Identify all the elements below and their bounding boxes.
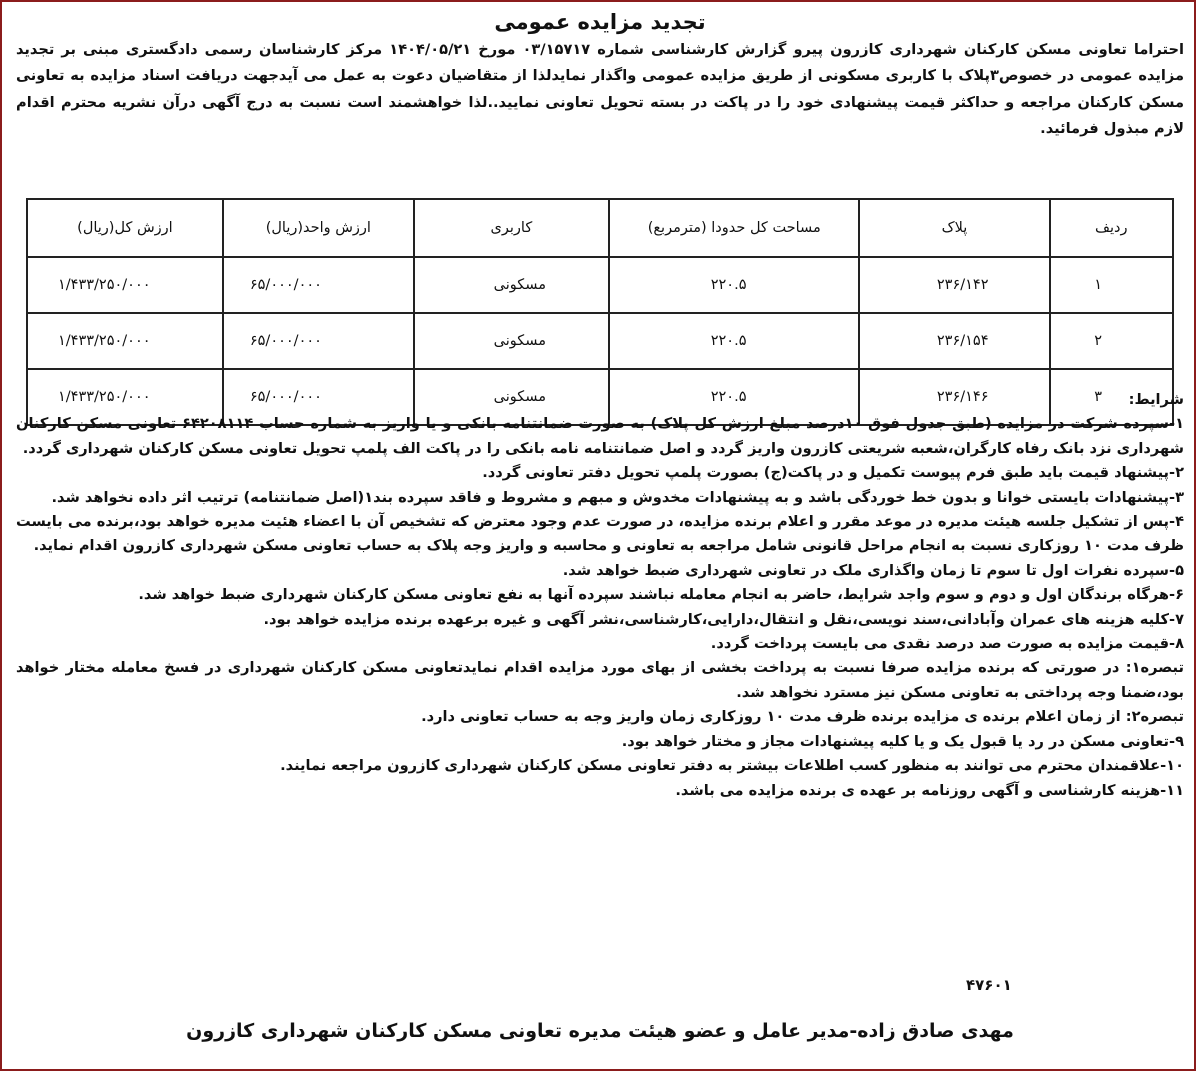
table-row	[27, 313, 1173, 369]
conditions-title: شرایط:	[1128, 391, 1184, 408]
condition-item: ۲-پیشنهاد قیمت باید طبق فرم پیوست تکمیل و در پاکت(ج) بصورت پلمپ تحویل دفتر تعاونی گردد.	[482, 464, 1184, 482]
signature-line: مهدی صادق زاده-مدیر عامل و عضو هیئت مدیره تعاونی مسکن کارکنان شهرداری کازرون	[186, 1020, 1014, 1042]
cell-unit-value: ۶۵/۰۰۰/۰۰۰	[223, 257, 414, 313]
condition-item: ۵-سپرده نفرات اول تا سوم تا زمان واگذاری ملک در تعاونی شهرداری ضبط خواهد شد.	[562, 561, 1184, 579]
header-usage: کاربری	[414, 199, 609, 257]
notice-content	[16, 2, 1184, 1069]
condition-item: ۹-تعاونی مسکن در رد یا قبول یک و یا کلیه پیشنهادات مجاز و مختار خواهد بود.	[621, 732, 1184, 750]
header-area: مساحت کل حدودا (مترمربع)	[609, 199, 860, 257]
condition-item: ۴-پس از تشکیل جلسه هیئت مدیره در موعد مقرر و اعلام برنده مزایده، در صورت عدم وجود معترض که تشخیص آن با اعضاء هئیت مدیره خواهد بود،برنده می بایست ظرف مدت ۱۰ روزکاری نسبت به انجام مراحل قانونی شامل مراجعه به تعاونی و محاسبه و واریز وجه پلاک به حساب تعاونی مسکن شهرداری کازرون اقدام نماید.	[16, 513, 1184, 555]
header-unit-value: ارزش واحد(ریال)	[223, 199, 414, 257]
note-item: تبصره۲: از زمان اعلام برنده ی مزایده برنده ظرف مدت ۱۰ روزکاری زمان واریز وجه به حساب تعاونی دارد.	[421, 708, 1184, 726]
header-row-number: ردیف	[1050, 199, 1173, 257]
cell-plate: ۲۳۶/۱۴۶	[859, 369, 1049, 425]
note-item: تبصره۱: در صورتی که برنده مزایده صرفا نسبت به پرداخت بخشی از بهای مورد مزایده اقدام نمایدتعاونی مسکن کارکنان شهرداری در فسخ معامله مختار خواهد بود،ضمنا وجه پرداختی به تعاونی مسکن نیز مسترد نخواهد شد.	[16, 659, 1184, 701]
intro-paragraph: احتراما تعاونی مسکن کارکنان شهرداری کازرون پیرو گزارش کارشناسی شماره ۰۳/۱۵۷۱۷ مورخ ۱۴۰۴/۰۵/۲۱ مرکز کارشناسان رسمی دادگستری مبنی بر تجدید مزایده عمومی در خصوص۳پلاک با کاربری مسکونی از طریق مزایده عمومی واگذار نمایدلذا از متقاضیان دعوت به عمل می آیدجهت دریافت اسناد مزایده به تعاونی مسکن کارکنان مراجعه و حداکثر قیمت پیشنهادی خود را در پاکت در بسته تحویل تعاونی نمایید..لذا خواهشمند است نسبت به درج آگهی درآن نشریه محترم اقدام لازم مبذول فرمائید.	[16, 41, 1184, 138]
cell-usage: مسکونی	[414, 369, 609, 425]
table-row	[27, 257, 1173, 313]
condition-item: ۸-قیمت مزایده به صورت صد درصد نقدی می بایست پرداخت گردد.	[710, 635, 1184, 653]
condition-item: ۱۱-هزینه کارشناسی و آگهی روزنامه بر عهده ی برنده مزایده می باشد.	[675, 781, 1184, 799]
cell-total-value: ۱/۴۳۳/۲۵۰/۰۰۰	[27, 369, 223, 425]
cell-plate: ۲۳۶/۱۴۲	[859, 257, 1049, 313]
reference-number: ۴۷۶۰۱	[966, 976, 1012, 994]
header-plate: پلاک	[859, 199, 1049, 257]
cell-unit-value: ۶۵/۰۰۰/۰۰۰	[223, 313, 414, 369]
conditions-section	[16, 388, 1184, 803]
condition-item: ۳-پیشنهادات بایستی خوانا و بدون خط خوردگی باشد و به پیشنهادات مخدوش و مبهم و مشروط و فاقد سپرده بند۱(اصل ضمانتنامه) ترتیب اثر داده نخواهد شد.	[51, 488, 1184, 506]
header-total-value: ارزش کل(ریال)	[27, 199, 223, 257]
cell-row-number: ۲	[1050, 313, 1173, 369]
cell-area: ۲۲۰.۵	[609, 313, 860, 369]
cell-usage: مسکونی	[414, 257, 609, 313]
condition-item: ۷-کلیه هزینه های عمران وآبادانی،سند نویسی،نقل و انتقال،دارایی،کارشناسی،نشر آگهی و غیره برعهده برنده مزایده خواهد بود.	[263, 610, 1184, 628]
cell-usage: مسکونی	[414, 313, 609, 369]
cell-area: ۲۲۰.۵	[609, 369, 860, 425]
condition-item: ۶-هرگاه برندگان اول و دوم و سوم واجد شرایط، حاضر به انجام معامله نباشند سپرده آنها به نفع تعاونی مسکن کارکنان شهرداری ضبط خواهد شد.	[138, 586, 1184, 604]
table-header-row	[27, 199, 1173, 257]
notice-title: تجدید مزایده عمومی	[494, 10, 706, 34]
cell-area: ۲۲۰.۵	[609, 257, 860, 313]
cell-total-value: ۱/۴۳۳/۲۵۰/۰۰۰	[27, 313, 223, 369]
cell-unit-value: ۶۵/۰۰۰/۰۰۰	[223, 369, 414, 425]
cell-row-number: ۳	[1050, 369, 1173, 425]
cell-total-value: ۱/۴۳۳/۲۵۰/۰۰۰	[27, 257, 223, 313]
condition-item: ۱-سپرده شرکت در مزایده (طبق جدول فوق ۱۰درصد مبلغ ارزش کل پلاک) به صورت ضمانتنامه بانکی و یا واریز به شماره حساب ۶۴۲۰۸۱۱۴ تعاونی مسکن کارکنان شهرداری نزد بانک رفاه کارگران،شعبه شریعتی کازرون واریز گردد و اصل ضمانتنامه نامه بانکی را در پاکت الف پلمپ تحویل تعاونی مسکن کارکنان شهرداری گردد.	[16, 415, 1184, 457]
cell-plate: ۲۳۶/۱۵۴	[859, 313, 1049, 369]
cell-row-number: ۱	[1050, 257, 1173, 313]
condition-item: ۱۰-علاقمندان محترم می توانند به منظور کسب اطلاعات بیشتر به دفتر تعاونی مسکن کارکنان شهرداری کازرون مراجعه نمایند.	[280, 757, 1184, 775]
